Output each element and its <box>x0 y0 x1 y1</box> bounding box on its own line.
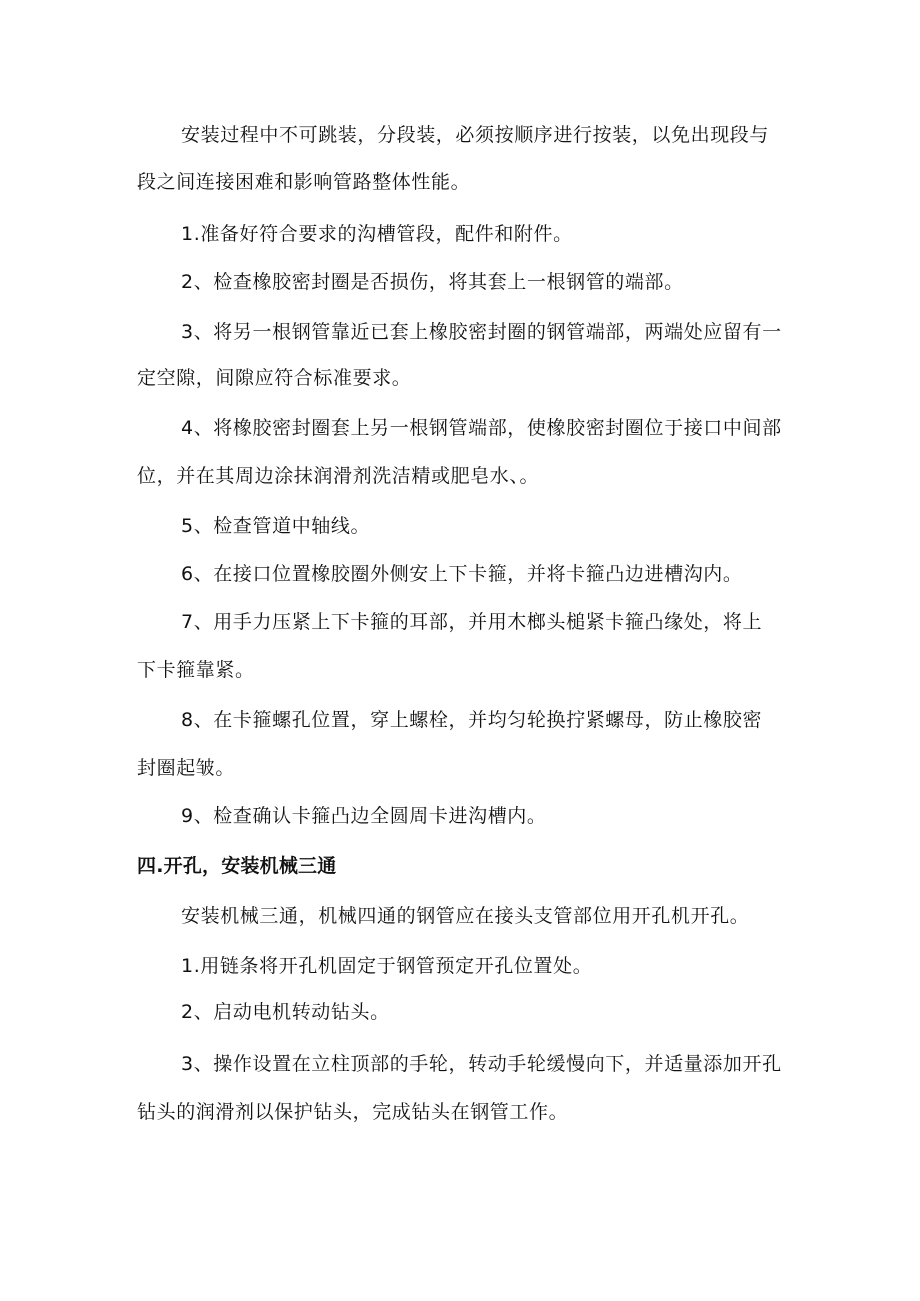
step-b-3-line-1: 3、操作设置在立柱顶部的手轮，转动手轮缓慢向下，并适量添加开孔 <box>181 1053 782 1075</box>
step-a-7-line-1: 7、用手力压紧上下卡箍的耳部，并用木榔头槌紧卡箍凸缘处，将上 <box>181 611 763 633</box>
section-heading: 四.开孔，安装机械三通 <box>137 855 337 877</box>
step-a-6: 6、在接口位置橡胶圈外侧安上下卡箍，并将卡箍凸边进槽沟内。 <box>181 563 743 585</box>
step-a-9: 9、检查确认卡箍凸边全圆周卡进沟槽内。 <box>181 805 547 827</box>
step-a-7-line-2: 下卡箍靠紧。 <box>137 659 255 681</box>
step-b-1: 1.用链条将开孔机固定于钢管预定开孔位置处。 <box>181 955 593 977</box>
step-a-4-line-2: 位，并在其周边涂抹润滑剂洗洁精或肥皂水、。 <box>137 465 540 487</box>
step-a-8-line-1: 8、在卡箍螺孔位置，穿上螺栓，并均匀轮换拧紧螺母，防止橡胶密 <box>181 709 763 731</box>
step-b-3-line-2: 钻头的润滑剂以保护钻头，完成钻头在钢管工作。 <box>137 1101 569 1123</box>
step-a-3-line-2: 定空隙，间隙应符合标准要求。 <box>137 367 412 389</box>
step-a-4-line-1: 4、将橡胶密封圈套上另一根钢管端部，使橡胶密封圈位于接口中间部 <box>181 417 782 439</box>
step-a-1: 1.准备好符合要求的沟槽管段，配件和附件。 <box>181 223 573 245</box>
section-intro: 安装机械三通，机械四通的钢管应在接头支管部位用开孔机开孔。 <box>181 905 750 927</box>
step-a-3-line-1: 3、将另一根钢管靠近已套上橡胶密封圈的钢管端部，两端处应留有一 <box>181 321 782 343</box>
step-a-5: 5、检查管道中轴线。 <box>181 515 371 537</box>
step-a-8-line-2: 封圈起皱。 <box>137 757 236 779</box>
intro-paragraph-line-1: 安装过程中不可跳装，分段装，必须按顺序进行按装，以免出现段与 <box>181 124 770 146</box>
intro-paragraph-line-2: 段之间连接困难和影响管路整体性能。 <box>137 171 471 193</box>
step-b-2: 2、启动电机转动钻头。 <box>181 1001 390 1023</box>
step-a-2: 2、检查橡胶密封圈是否损伤，将其套上一根钢管的端部。 <box>181 271 684 293</box>
